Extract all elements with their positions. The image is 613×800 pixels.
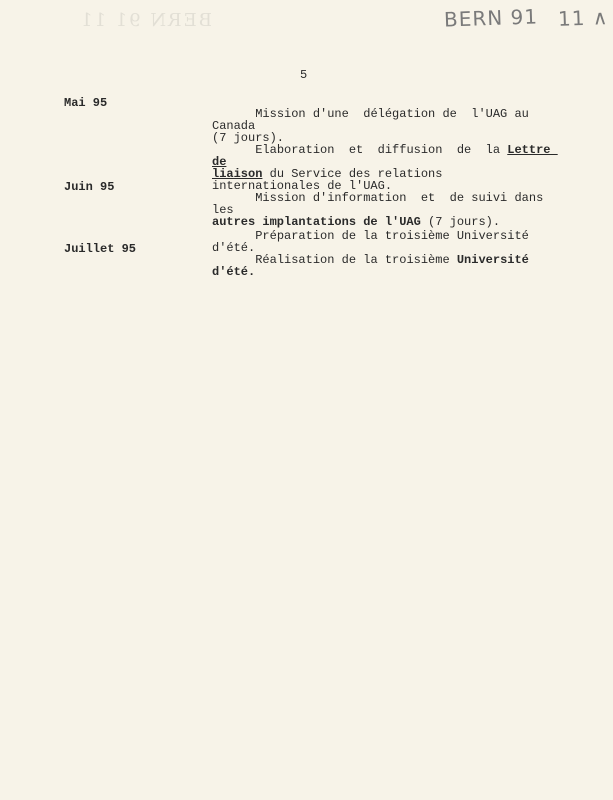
handwritten-number: 11 ∧	[557, 5, 609, 31]
page-number: 5	[300, 68, 308, 82]
entry-date: Juin 95	[64, 180, 115, 194]
text-segment: Mission d'une délégation de l'UAG au Canada	[212, 107, 537, 133]
entry-item	[212, 242, 552, 290]
text-segment: (7 jours).	[420, 215, 501, 229]
faint-stamp: BERN 91 11	[79, 10, 212, 31]
text-segment: autres implantations de l'UAG	[212, 215, 421, 229]
entry-date: Mai 95	[64, 96, 108, 110]
text-segment: Réalisation de la troisième	[255, 253, 457, 267]
text-segment: du Service des relations internationales de l'UAG.	[212, 167, 443, 193]
text-segment: (7 jours).	[212, 131, 285, 145]
text-segment: Université d'été.	[212, 253, 537, 279]
text-segment: Préparation de la troisième Université d'été.	[212, 229, 537, 255]
entry-date: Juillet 95	[64, 242, 137, 256]
text-segment: Mission d'information et de suivi dans les	[212, 191, 544, 217]
text-segment: Elaboration et diffusion de la	[255, 143, 508, 157]
text-segment: Lettre de liaison	[212, 143, 551, 181]
handwritten-reference: BERN 91	[443, 4, 539, 32]
